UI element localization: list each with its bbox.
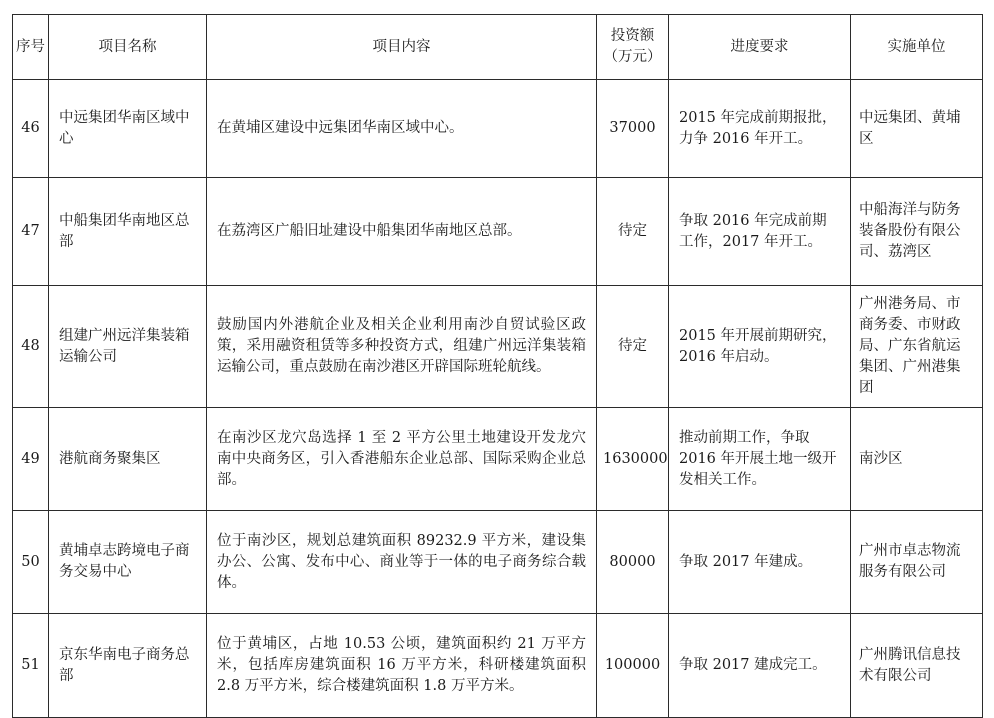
row-unit: 广州腾讯信息技术有限公司 bbox=[851, 614, 983, 718]
table-header-row bbox=[13, 15, 983, 80]
row-unit: 广州市卓志物流服务有限公司 bbox=[851, 511, 983, 614]
row-content: 在南沙区龙穴岛选择 1 至 2 平方公里土地建设开发龙穴南中央商务区，引入香港船东企业总部、国际采购企业总部。 bbox=[207, 408, 597, 511]
header-amount bbox=[597, 15, 669, 80]
row-no: 49 bbox=[13, 408, 49, 511]
row-amount: 80000 bbox=[597, 511, 669, 614]
table-row bbox=[13, 511, 983, 614]
header-progress: 进度要求 bbox=[669, 15, 851, 80]
row-unit: 南沙区 bbox=[851, 408, 983, 511]
row-unit: 中远集团、黄埔区 bbox=[851, 80, 983, 178]
row-no: 50 bbox=[13, 511, 49, 614]
project-table-sheet bbox=[12, 14, 982, 718]
row-no: 48 bbox=[13, 286, 49, 408]
row-amount: 37000 bbox=[597, 80, 669, 178]
row-amount: 待定 bbox=[597, 178, 669, 286]
row-name: 港航商务聚集区 bbox=[49, 408, 207, 511]
row-progress: 2015 年完成前期报批，力争 2016 年开工。 bbox=[669, 80, 851, 178]
table-row bbox=[13, 80, 983, 178]
row-amount: 1630000 bbox=[597, 408, 669, 511]
row-content: 在荔湾区广船旧址建设中船集团华南地区总部。 bbox=[207, 178, 597, 286]
row-no: 51 bbox=[13, 614, 49, 718]
row-name: 中船集团华南地区总部 bbox=[49, 178, 207, 286]
header-amount-line1: 投资额 bbox=[610, 28, 655, 44]
row-progress: 争取 2016 年完成前期工作，2017 年开工。 bbox=[669, 178, 851, 286]
row-content: 位于南沙区，规划总建筑面积 89232.9 平方米，建设集办公、公寓、发布中心、商业等于一体的电子商务综合载体。 bbox=[207, 511, 597, 614]
row-progress: 争取 2017 建成完工。 bbox=[669, 614, 851, 718]
row-content: 在黄埔区建设中远集团华南区域中心。 bbox=[207, 80, 597, 178]
table-row bbox=[13, 286, 983, 408]
header-name: 项目名称 bbox=[49, 15, 207, 80]
row-progress: 争取 2017 年建成。 bbox=[669, 511, 851, 614]
row-unit: 广州港务局、市商务委、市财政局、广东省航运集团、广州港集团 bbox=[851, 286, 983, 408]
row-unit: 中船海洋与防务装备股份有限公司、荔湾区 bbox=[851, 178, 983, 286]
header-amount-line2: （万元） bbox=[603, 49, 662, 65]
table-row bbox=[13, 408, 983, 511]
row-progress: 推动前期工作，争取 2016 年开展土地一级开发相关工作。 bbox=[669, 408, 851, 511]
header-no: 序号 bbox=[13, 15, 49, 80]
row-content: 位于黄埔区，占地 10.53 公顷，建筑面积约 21 万平方米，包括库房建筑面积 16 万平方米，科研楼建筑面积 2.8 万平方米，综合楼建筑面积 1.8 万平方米。 bbox=[207, 614, 597, 718]
header-unit: 实施单位 bbox=[851, 15, 983, 80]
row-name: 中远集团华南区域中心 bbox=[49, 80, 207, 178]
row-progress: 2015 年开展前期研究，2016 年启动。 bbox=[669, 286, 851, 408]
row-no: 46 bbox=[13, 80, 49, 178]
row-content: 鼓励国内外港航企业及相关企业利用南沙自贸试验区政策，采用融资租赁等多种投资方式，组建广州远洋集装箱运输公司，重点鼓励在南沙港区开辟国际班轮航线。 bbox=[207, 286, 597, 408]
row-amount: 100000 bbox=[597, 614, 669, 718]
table-row bbox=[13, 178, 983, 286]
row-name: 黄埔卓志跨境电子商务交易中心 bbox=[49, 511, 207, 614]
row-no: 47 bbox=[13, 178, 49, 286]
row-name: 京东华南电子商务总部 bbox=[49, 614, 207, 718]
project-table bbox=[12, 14, 983, 718]
row-name: 组建广州远洋集装箱运输公司 bbox=[49, 286, 207, 408]
header-content: 项目内容 bbox=[207, 15, 597, 80]
row-amount: 待定 bbox=[597, 286, 669, 408]
